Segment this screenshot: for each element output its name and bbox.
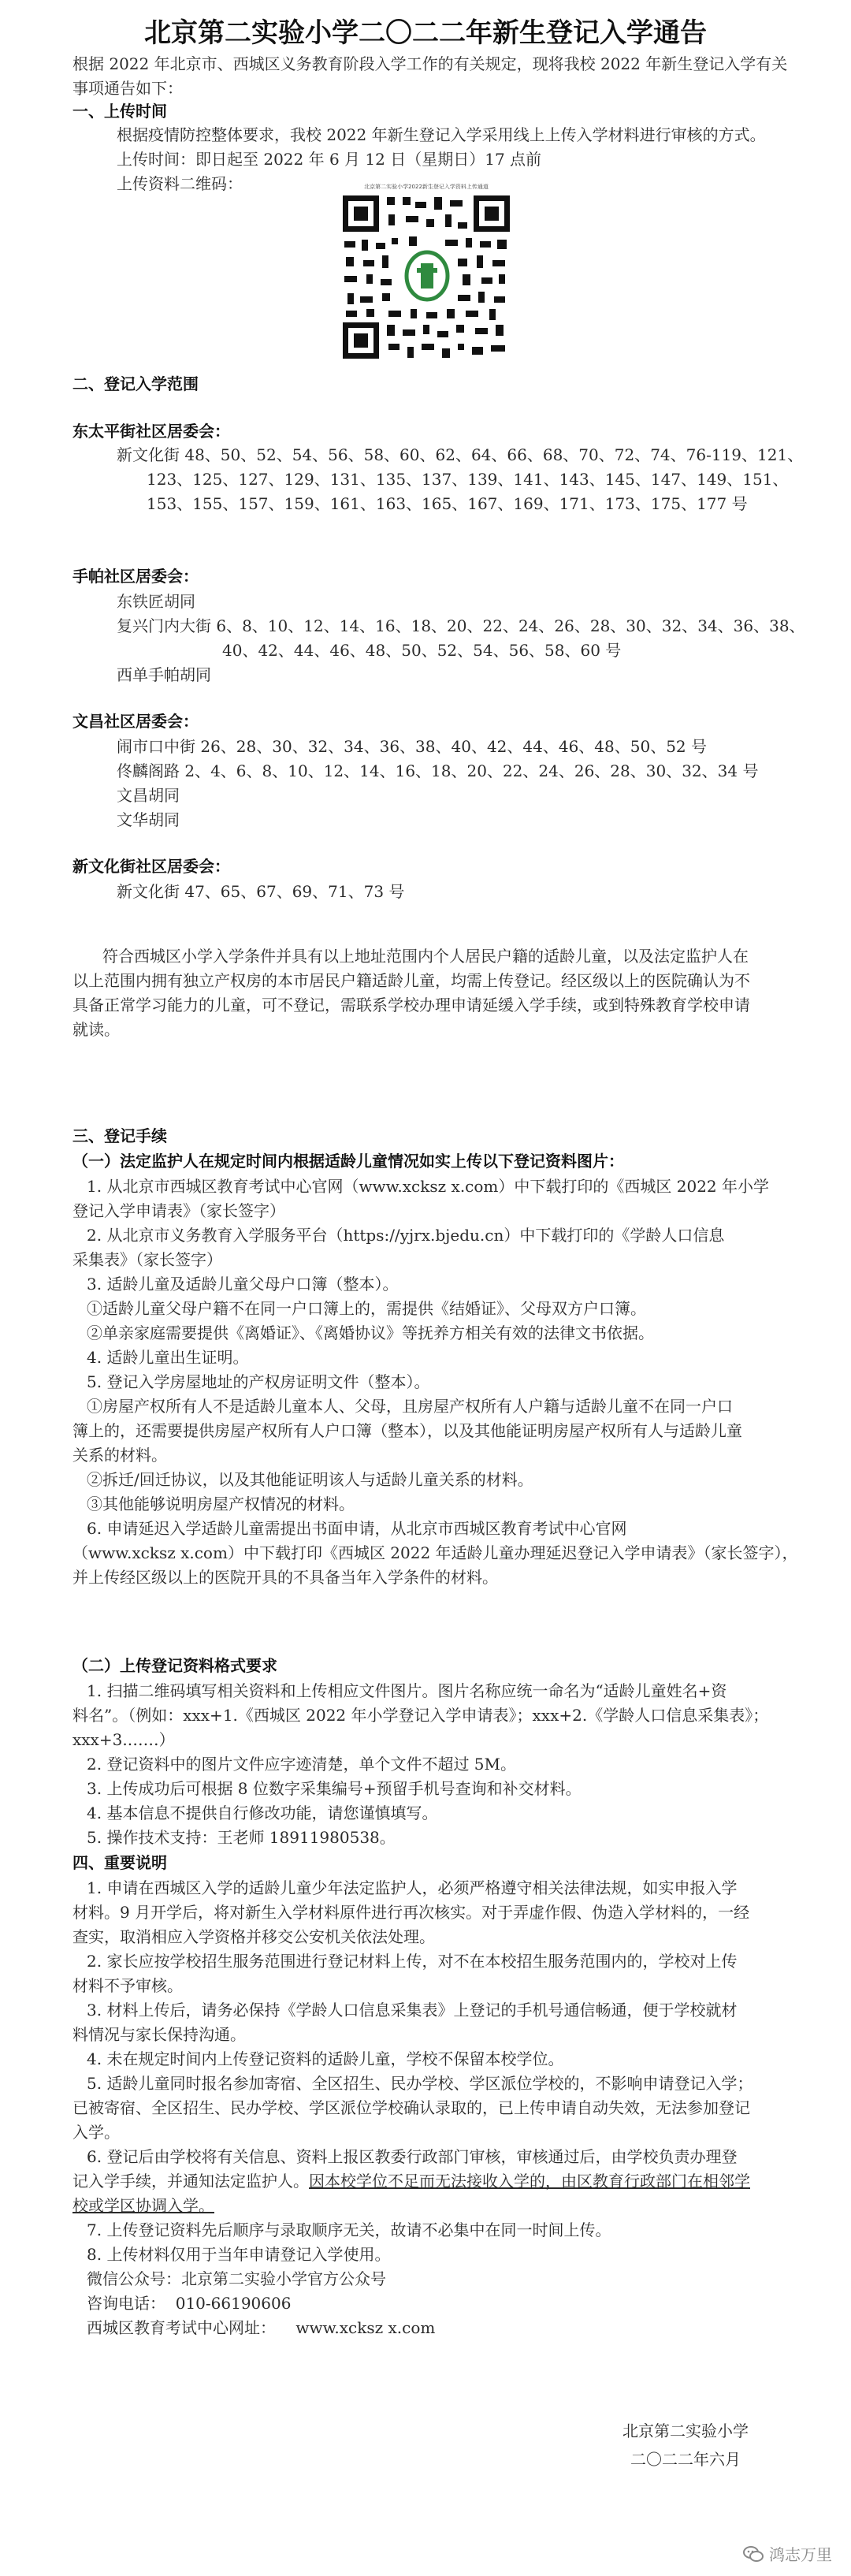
watermark-text: 鸿志万里 — [769, 2545, 832, 2564]
page-title: 北京第二实验小学二〇二二年新生登记入学通告 — [144, 17, 707, 49]
signature-date: 二〇二二年六月 — [630, 2450, 741, 2469]
intro-paragraph: 根据 2022 年北京市、西城区义务教育阶段入学工作的有关规定，现将我校 2022 年新生登记入学有关事项通告如下： — [72, 54, 788, 98]
procedure-line: ①房屋产权所有人不是适龄儿童本人、父母，且房屋产权所有人户籍与适龄儿童不在同一户口 — [87, 1397, 733, 1416]
subsection-2-heading: （二）上传登记资料格式要求 — [72, 1656, 277, 1675]
procedure-line: 5. 登记入学房屋地址的产权房证明文件（整本）。 — [87, 1372, 430, 1391]
procedure-line: 簿上的，还需要提供房屋产权所有人户口簿（整本），以及其他能证明房屋产权所有人与适龄儿童 — [72, 1421, 742, 1440]
community-1-name: 东太平街社区居委会： — [72, 422, 230, 441]
procedure-line: ②单亲家庭需要提供《离婚证》、《离婚协议》等抚养方相关有效的法律文书依据。 — [87, 1323, 654, 1342]
note-line: 材料。9 月开学后，将对新生入学材料原件进行再次核实。对于弄虚作假、伪造入学材料的，一经 — [72, 1903, 750, 1922]
exam-center-website[interactable]: 西城区教育考试中心网址： www.xcksz x.com — [87, 2318, 436, 2337]
community-3-line: 文华胡同 — [117, 810, 180, 829]
procedure-line: ②拆迁/回迁协议，以及其他能证明该人与适龄儿童关系的材料。 — [87, 1470, 533, 1489]
procedure-line: ③其他能够说明房屋产权情况的材料。 — [87, 1495, 355, 1513]
note-line: 6. 登记后由学校将有关信息、资料上报区教委行政部门审核，审核通过后，由学校负责办理登 — [87, 2147, 738, 2166]
community-3-name: 文昌社区居委会： — [72, 712, 199, 731]
note-line-underlined: 校或学区协调入学。 — [72, 2196, 214, 2215]
note-line: 料情况与家长保持沟通。 — [72, 2025, 246, 2044]
procedure-line: 并上传经区级以上的医院开具的不具备当年入学条件的材料。 — [72, 1568, 498, 1587]
note-line: 5. 适龄儿童同时报名参加寄宿、全区招生、民办学校、学区派位学校的，不影响申请登记入学； — [87, 2074, 753, 2093]
community-2-name: 手帕社区居委会： — [72, 567, 199, 586]
subsection-1-heading: （一）法定监护人在规定时间内根据适龄儿童情况如实上传以下登记资料图片： — [72, 1152, 624, 1171]
community-2-line: 东铁匠胡同 — [117, 592, 195, 611]
community-1-line: 153、155、157、159、161、163、165、167、169、171、173、175、177 号 — [147, 494, 748, 513]
qr-code[interactable] — [335, 183, 518, 364]
signature-school: 北京第二实验小学 — [622, 2422, 749, 2440]
community-2-line: 复兴门内大街 6、8、10、12、14、16、18、20、22、24、26、28、30、32、34、36、38、 — [117, 616, 805, 635]
community-4-name: 新文化街社区居委会： — [72, 857, 230, 876]
format-line: xxx+3.……） — [72, 1730, 175, 1749]
procedure-line: 6. 申请延迟入学适龄儿童需提出书面申请，从北京市西城区教育考试中心官网 — [87, 1519, 627, 1538]
note-line: 查实，取消相应入学资格并移交公安机关依法处理。 — [72, 1927, 435, 1946]
format-line: 4. 基本信息不提供自行修改功能，请您谨慎填写。 — [87, 1804, 438, 1822]
community-1-line: 新文化街 48、50、52、54、56、58、60、62、64、66、68、70、72、74、76-119、121、 — [117, 445, 804, 464]
community-2-line: 西单手帕胡同 — [117, 665, 211, 684]
format-line: 5. 操作技术支持：王老师 18911980538。 — [87, 1828, 396, 1847]
note-line: 3. 材料上传后，请务必保持《学龄人口信息采集表》上登记的手机号通信畅通，便于学校就材 — [87, 2001, 738, 2019]
procedure-line: ①适龄儿童父母户籍不在同一户口簿上的，需提供《结婚证》、父母双方户口簿。 — [87, 1299, 646, 1318]
eligibility-line: 以上范围内拥有独立产权房的本市居民户籍适龄儿童，均需上传登记。经区级以上的医院确认为不 — [72, 971, 750, 990]
wechat-account: 微信公众号：北京第二实验小学官方公众号 — [87, 2269, 386, 2288]
note-line: 8. 上传材料仅用于当年申请登记入学使用。 — [87, 2245, 391, 2264]
format-line: 1. 扫描二维码填写相关资料和上传相应文件图片。图片名称应统一命名为“适龄儿童姓名+资 — [87, 1681, 727, 1700]
section-4-heading: 四、重要说明 — [72, 1853, 167, 1872]
community-4-line: 新文化街 47、65、67、69、71、73 号 — [117, 882, 405, 901]
watermark — [742, 2542, 832, 2565]
note-line: 1. 申请在西城区入学的适龄儿童少年法定监护人，必须严格遵守相关法律法规，如实申报入学 — [87, 1878, 738, 1897]
procedure-line: 2. 从北京市义务教育入学服务平台（https://yjrx.bjedu.cn）中下载打印的《学龄人口信息 — [87, 1226, 725, 1245]
s1-line-1: 根据疫情防控整体要求，我校 2022 年新生登记入学采用线上上传入学材料进行审核的方式。 — [117, 125, 766, 144]
procedure-line: （www.xcksz x.com）中下载打印《西城区 2022 年适龄儿童办理延迟登记入学申请表》（家长签字）， — [72, 1543, 798, 1562]
s1-line-3: 上传资料二维码： — [117, 174, 243, 193]
procedure-line: 1. 从北京市西城区教育考试中心官网（www.xcksz x.com）中下载打印的《西城区 2022 年小学 — [87, 1177, 769, 1196]
community-3-line: 佟麟阁路 2、4、6、8、10、12、14、16、18、20、22、24、26、28、30、32、34 号 — [117, 761, 759, 780]
eligibility-line: 符合西城区小学入学条件并具有以上地址范围内个人居民户籍的适龄儿童，以及法定监护人在 — [102, 947, 749, 966]
community-3-line: 闹市口中街 26、28、30、32、34、36、38、40、42、44、46、48、50、52 号 — [117, 737, 708, 756]
note-line: 4. 未在规定时间内上传登记资料的适龄儿童，学校不保留本校学位。 — [87, 2049, 564, 2068]
community-2-line: 40、42、44、46、48、50、52、54、56、58、60 号 — [222, 641, 622, 660]
section-3-heading: 三、登记手续 — [72, 1126, 167, 1145]
procedure-line: 4. 适龄儿童出生证明。 — [87, 1348, 249, 1367]
qr-caption: 北京第二实验小学2022新生登记入学资料上传通道 — [364, 184, 489, 190]
note-line: 材料不予审核。 — [72, 1976, 183, 1995]
community-3-line: 文昌胡同 — [117, 786, 180, 805]
note-line: 2. 家长应按学校招生服务范围进行登记材料上传，对不在本校招生服务范围内的，学校对上传 — [87, 1952, 738, 1971]
procedure-line: 3. 适龄儿童及适龄儿童父母户口簿（整本）。 — [87, 1275, 399, 1294]
note-line: 7. 上传登记资料先后顺序与录取顺序无关，故请不必集中在同一时间上传。 — [87, 2220, 611, 2239]
procedure-line: 采集表》（家长签字） — [72, 1250, 222, 1269]
s1-line-2: 上传时间：即日起至 2022 年 6 月 12 日（星期日）17 点前 — [117, 150, 542, 169]
section-2-heading: 二、登记入学范围 — [72, 374, 199, 393]
format-line: 3. 上传成功后可根据 8 位数字采集编号+预留手机号查询和补交材料。 — [87, 1779, 582, 1798]
consult-phone[interactable]: 咨询电话： 010-66190606 — [87, 2294, 292, 2313]
wechat-icon — [742, 2544, 764, 2563]
format-line: 2. 登记资料中的图片文件应字迹清楚，单个文件不超过 5M。 — [87, 1755, 516, 1774]
procedure-line: 关系的材料。 — [72, 1446, 167, 1465]
section-1-heading: 一、上传时间 — [72, 102, 167, 121]
procedure-line: 登记入学申请表》（家长签字） — [72, 1201, 285, 1220]
format-line: 料名”。（例如：xxx+1.《西城区 2022 年小学登记入学申请表》；xxx+2.《学龄人口信息采集表》； — [72, 1706, 769, 1725]
note-line: 入学。 — [72, 2123, 120, 2142]
community-1-line: 123、125、127、129、131、135、137、139、141、143、145、147、149、151、 — [147, 470, 789, 489]
qr-code-icon — [340, 192, 513, 362]
eligibility-line: 具备正常学习能力的儿童，可不登记，需联系学校办理申请延缓入学手续，或到特殊教育学校申请 — [72, 996, 750, 1014]
note-line-underlined: 记入学手续，并通知法定监护人。因本校学位不足而无法接收入学的，由区教育行政部门在相邻学 — [72, 2172, 750, 2191]
eligibility-line: 就读。 — [72, 1020, 120, 1039]
note-line: 已被寄宿、全区招生、民办学校、学区派位学校确认录取的，已上传申请自动失效，无法参加登记 — [72, 2098, 750, 2117]
